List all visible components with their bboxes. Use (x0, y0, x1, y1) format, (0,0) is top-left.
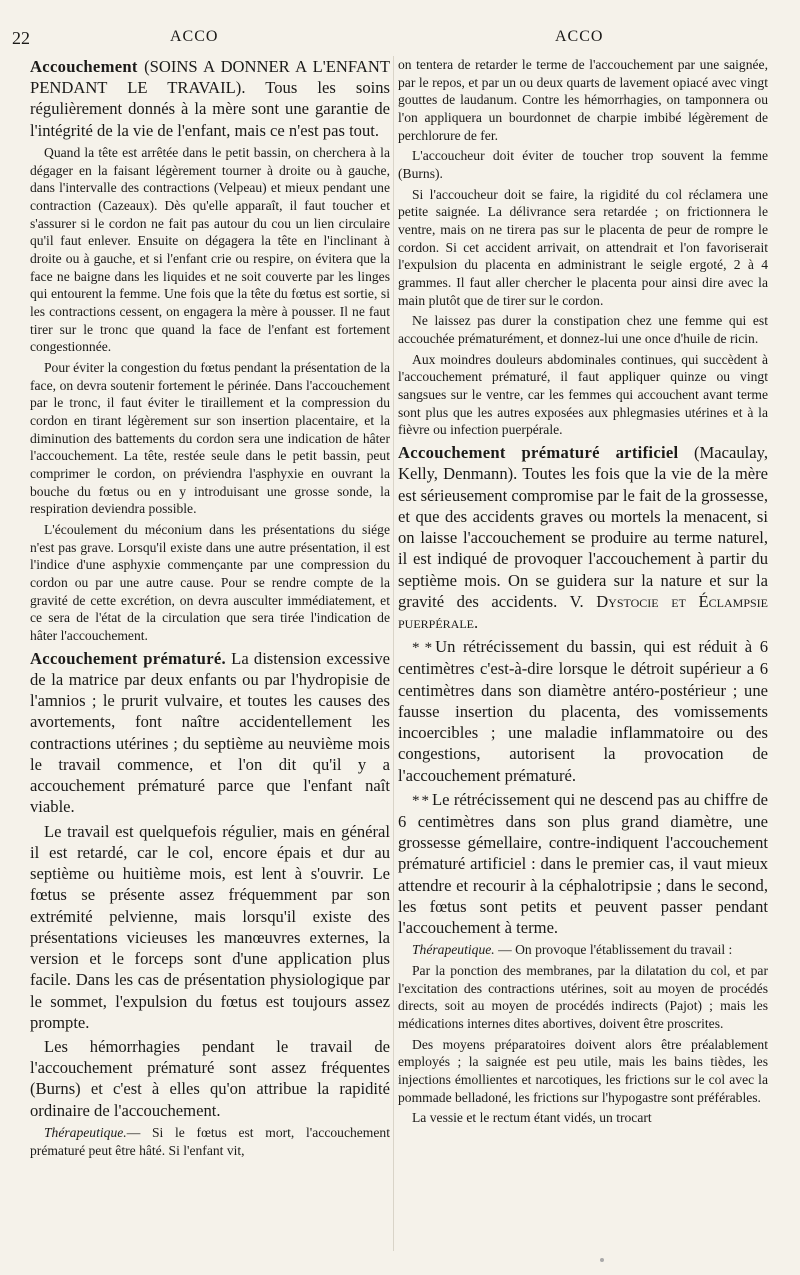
paragraph-text: La distension excessive de la matrice par deux enfants ou par l'hydropisie de l'amnios ; le prurit vulvaire, et toutes les causes des avortements, font naître accidentellement les contractions utérines ; du septième au neuvième mois le travail commence, et l'on dit qu'il y a accouchement prématuré parce que l'enfant naît viable. (30, 648, 390, 817)
paragraph: on tentera de retarder le terme de l'accouchement par une saignée, par le repos, et par un ou deux quarts de lavement opiacé avec vingt gouttes de laudanum. Contre les hémorrhagies, on tamponnera ou l'on appliquera un bourdonnet de charpie imbibé légèrement de perchlorure de fer. (398, 57, 768, 143)
asterism-mark: * * (412, 792, 428, 809)
left-column (30, 56, 390, 1162)
paragraph: Si l'accoucheur doit se faire, la rigidité du col réclamera une petite saignée. La délivrance sera retardée ; on frictionnera le ventre, mais on ne tirera pas sur le placenta de peur de rompre le cordon. Si cet accident arrivait, on attendrait et l'on favoriserait l'expulsion du placenta en administrant le seigle ergoté, 2 à 4 grammes. Il faut aller chercher le placenta pour ainsi dire avec la main plutôt que de tirer sur le cordon. (398, 186, 768, 308)
entry-heading: Accouchement (30, 57, 138, 76)
paragraph: L'accoucheur doit éviter de toucher trop souvent la femme (Burns). (398, 148, 768, 182)
subheading: Thérapeutique. (412, 942, 495, 958)
paragraph (30, 1124, 390, 1159)
paragraph: Des moyens préparatoires doivent alors être préalablement employés ; la saignée est peu utile, mais les bains tièdes, les injections émollientes et narcotiques, les frictions sur le col avec la pommade belladoné, les frictions sur l'hypogastre sont préférables. (398, 1036, 768, 1105)
paragraph-text: Un rétrécissement du bassin, qui est réduit à 6 centimètres c'est-à-dire lorsque le détroit supérieur a 6 centimètres dans son diamètre antéro-postérieur ; une fausse insertion du placenta, des vomissements incoercibles ; une maladie inflammatoire ou des congestions, autorisent la provocation de l'accouchement prématuré. (398, 637, 769, 785)
entry-heading: Accouchement prématuré artificiel (398, 443, 679, 463)
paragraph (398, 941, 768, 959)
paragraph: La vessie et le rectum étant vidés, un trocart (412, 1110, 652, 1126)
column-divider (393, 56, 394, 1251)
paper-stain (600, 1258, 604, 1262)
paragraph: Pour éviter la congestion du fœtus pendant la présentation de la face, on devra soutenir fortement le périnée. Dans l'accouchement par le tronc, il faut éviter le tiraillement et la compression du cordon en tirant légèrement sur son insertion placentaire, et la diminution des battements du cordon sera une indication de hâter l'accouchement. La tête, restée seule dans le petit bassin, peut comprimer le cordon, on préviendra l'asphyxie en ouvrant la bouche du fœtus ou en y introduisant une grosse sonde, la respiration deviendra possible. (30, 360, 390, 517)
paragraph-text: — On provoque l'établissement du travail : (494, 942, 733, 958)
entry-heading: Accouchement prématuré. (30, 648, 226, 668)
paragraph: Le travail est quelquefois régulier, mais en général il est retardé, car le col, encore épais et dur au septième ou huitième mois, est lent à s'ouvrir. Le fœtus se présente assez fréquemment par son extrémité pelvienne, mais lorsqu'il existe des présentations vicieuses les manœuvres externes, la version et le forceps sont d'une application plus facile. Dans les cas de présentation physiologique par le sommet, l'expulsion du fœtus est toujours assez prompte. (30, 821, 390, 1032)
paragraph (30, 56, 390, 141)
paragraph: L'écoulement du méconium dans les présentations du siége n'est pas grave. Lorsqu'il existe dans une autre présentation, il est l'indice d'une asphyxie commençante par une compression du cordon ou par une autre cause. Pour se rendre compte de la gravité de cette excrétion, on devra ausculter immédiatement, et ce sera de l'état de la circulation que sera tirée l'indication de hâter l'accouchement. (30, 522, 390, 644)
paragraph-text: (Macaulay, Kelly, Denmann). Toutes les fois que la vie de la mère est sérieusement compromise par le fait de la grossesse, et que des accidents graves ou mortels la menacent, si on laisse l'accouchement se produire au terme naturel, il est indiqué de provoquer l'accouchement à partir du septième mois. On se guidera sur la nature et sur la gravité des accidents. V. (398, 443, 769, 611)
paragraph-text: — Si le fœtus est mort, l'accouchement prématuré peut être hâté. Si l'enfant vit, (30, 1124, 390, 1158)
paragraph (398, 442, 768, 633)
running-head-left: ACCO (170, 28, 219, 45)
paragraph: Aux moindres douleurs abdominales continues, qui succèdent à l'accouchement prématuré, il faut appliquer quinze ou vingt sangsues sur le ventre, car les femmes qui accouchent avant terme sont plus que les autres exposées aux phlegmasies utérines et à la fièvre ou infection puerpérale. (398, 351, 768, 438)
paragraph-text: (SOINS A DONNER A L'ENFANT PENDANT LE TRAVAIL). Tous les soins régulièrement donnés à la mère sont une garantie de l'intégrité de la vie de l'enfant, mais ce n'est pas tout. (30, 57, 390, 140)
right-column (398, 56, 768, 1130)
page-header (0, 28, 800, 52)
paragraph: Les hémorrhagies pendant le travail de l'accouchement prématuré sont assez fréquentes (Burns) et c'est à elles qu'on attribue la rapidité ordinaire de l'accouchement. (30, 1036, 390, 1120)
page-number: 22 (12, 28, 30, 48)
cross-reference: Dystocie et Éclampsie puerpérale. (398, 591, 768, 632)
paragraph-text: Le rétrécissement qui ne descend pas au chiffre de 6 centimètres dans son plus grand diamètre, une grossesse gémellaire, contre-indiquent l'accouchement prématuré artificiel : dans le premier cas, il vaut mieux attendre et recourir à la céphalotripsie ; dans le second, les fœtus sont petits et peuvent passer pendant l'accouchement à terme. (398, 789, 769, 938)
paragraph: Quand la tête est arrêtée dans le petit bassin, on cherchera à la dégager en la faisant légèrement tourner à droite ou à gauche, dans l'intervalle des contractions (Velpeau) et mieux pendant une contraction (Cazeaux). Dès qu'elle apparaît, il faut toucher et s'assurer si le cordon ne fait pas autour du cou un lien circulaire qu'il faut enlever. Ensuite on dégagera la tête en l'inclinant à droite ou à gauche, et si l'enfant crie ou respire, on évitera que la face ne baigne dans les liquides et ne soit couverte par les linges qui entourent la femme. Une fois que la tête du fœtus est sortie, si les contractions cessent, on engagera la mère à pousser. Il ne faut tirer sur le tronc que quand la face de l'enfant est fortement congestionnée. (30, 144, 390, 355)
subheading: Thérapeutique. (44, 1124, 127, 1140)
asterism-mark: * * (412, 640, 432, 657)
paragraph: Ne laissez pas durer la constipation chez une femme qui est accouchée prématurément, et donnez-lui une once d'huile de ricin. (398, 313, 768, 347)
paragraph (30, 648, 390, 818)
running-head-right: ACCO (555, 28, 604, 45)
paragraph (398, 789, 768, 939)
paragraph (398, 636, 768, 786)
paragraph: Par la ponction des membranes, par la dilatation du col, et par l'excitation des contractions utérines, soit au moyen de procédés directs, soit au moyen de procédés indirects (Pajot) ; mais les médications internes dites abortives, doivent être proscrites. (398, 963, 768, 1032)
